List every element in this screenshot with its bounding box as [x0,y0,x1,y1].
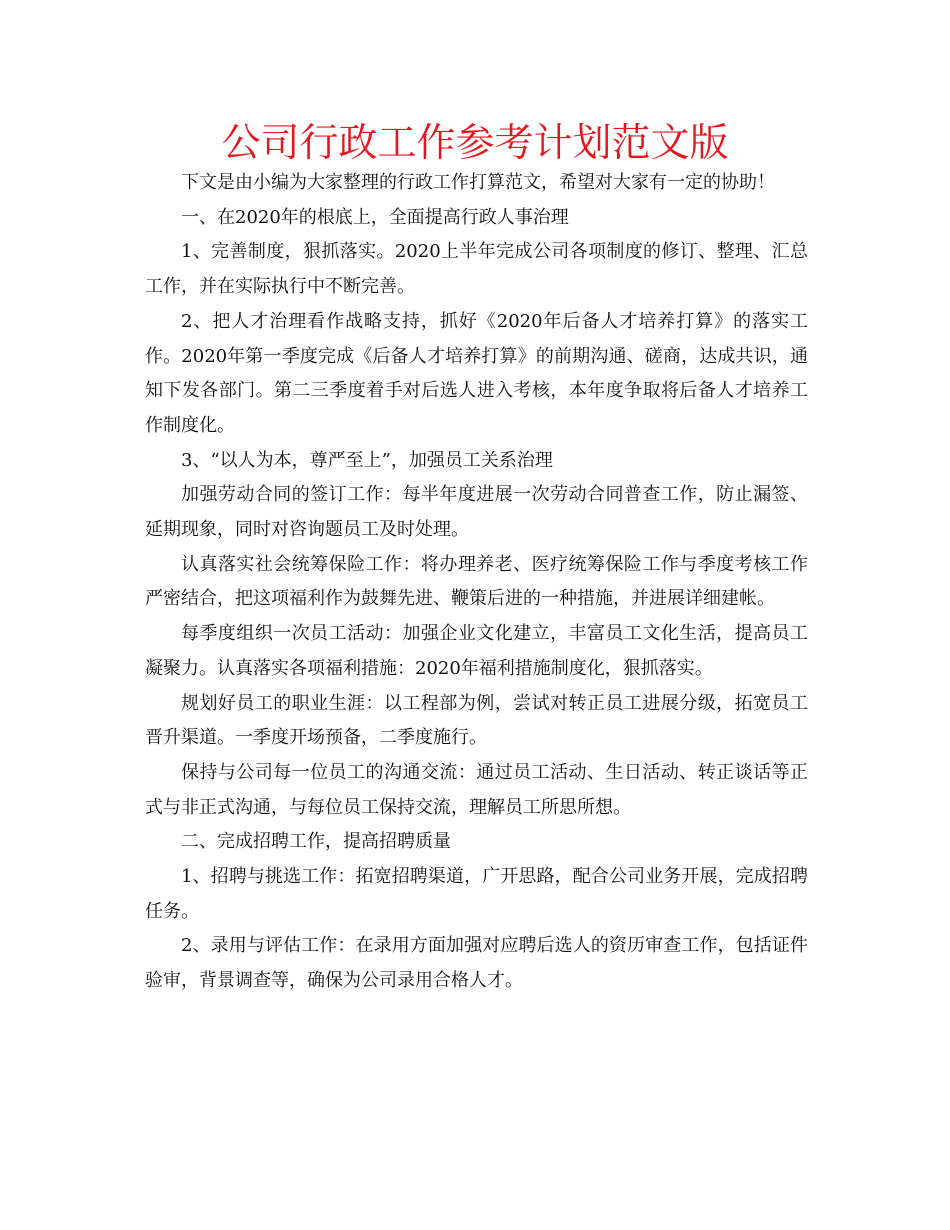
document-title: 公司行政工作参考计划范文版 [221,121,729,166]
section-heading-1: 一、在2020年的根底上，全面提高行政人事治理 [181,206,569,228]
paragraph: 2、录用与评估工作：在录用方面加强对应聘后选人的资历审查工作，包括证件验审，背景调查等，确保为公司录用合格人才。 [145,935,808,992]
section-heading-2: 二、完成招聘工作，提高招聘质量 [181,831,451,853]
paragraph: 认真落实社会统筹保险工作：将办理养老、医疗统筹保险工作与季度考核工作严密结合，把这项福利作为鼓舞先进、鞭策后进的一种措施，并进展详细建帐。 [145,553,808,610]
subheading: 3、“以人为本，尊严至上”，加强员工关系治理 [181,449,553,471]
paragraph: 保持与公司每一位员工的沟通交流：通过员工活动、生日活动、转正谈话等正式与非正式沟通，与每位员工保持交流，理解员工所思所想。 [145,761,808,818]
paragraph: 规划好员工的职业生涯：以工程部为例，尝试对转正员工进展分级，拓宽员工晋升渠道。一季度开场预备，二季度施行。 [145,692,808,749]
paragraph-intro: 下文是由小编为大家整理的行政工作打算范文，希望对大家有一定的协助！ [181,172,775,193]
paragraph: 每季度组织一次员工活动：加强企业文化建立，丰富员工文化生活，提高员工凝聚力。认真落实各项福利措施：2020年福利措施制度化，狠抓落实。 [145,623,808,679]
paragraph: 1、完善制度，狠抓落实。2020上半年完成公司各项制度的修订、整理、汇总工作，并在实际执行中不断完善。 [145,241,808,298]
paragraph: 1、招聘与挑选工作：拓宽招聘渠道，广开思路，配合公司业务开展，完成招聘任务。 [145,866,808,922]
document-body [145,166,808,999]
paragraph: 2、把人才治理看作战略支持，抓好《2020年后备人才培养打算》的落实工作。2020年第一季度完成《后备人才培养打算》的前期沟通、磋商，达成共识，通知下发各部门。第二三季度着手对后选人进入考核，本年度争取将后备人才培养工作制度化。 [145,310,808,436]
paragraph: 加强劳动合同的签订工作：每半年度进展一次劳动合同普查工作，防止漏签、延期现象，同时对咨询题员工及时处理。 [145,484,808,541]
